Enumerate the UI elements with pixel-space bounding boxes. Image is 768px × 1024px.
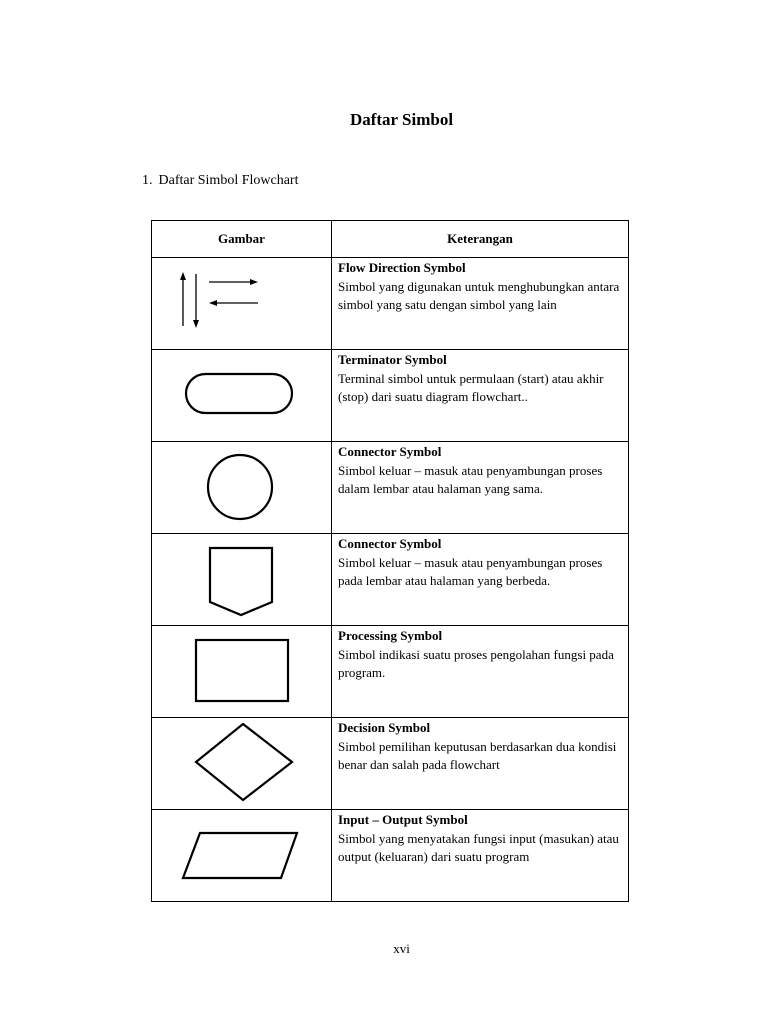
- terminator-capsule-icon: [152, 350, 332, 440]
- symbol-text: Simbol indikasi suatu proses pengolahan fungsi pada program.: [338, 646, 614, 680]
- symbol-text: Simbol yang digunakan untuk menghubungkan antara simbol yang satu dengan simbol yang lain: [338, 278, 620, 312]
- symbol-description-cell: [332, 718, 629, 810]
- symbol-name: Decision Symbol: [338, 720, 431, 735]
- table-header-row: [152, 221, 629, 258]
- header-picture: Gambar: [152, 221, 332, 258]
- symbol-description-cell: [332, 810, 629, 902]
- symbol-name: Connector Symbol: [338, 536, 442, 551]
- table-row: [152, 718, 629, 810]
- decision-diamond-icon: [152, 718, 332, 808]
- page-title: Daftar Simbol: [349, 110, 454, 129]
- symbol-picture-cell: [152, 442, 332, 534]
- symbol-picture-cell: [152, 810, 332, 902]
- symbol-description-cell: [332, 350, 629, 442]
- header-description: Keterangan: [332, 221, 629, 258]
- symbol-text: Simbol yang menyatakan fungsi input (masukan) atau output (keluaran) dari suatu program: [338, 830, 619, 864]
- page-number: xvi: [393, 941, 410, 956]
- section-number: 1.: [142, 173, 153, 188]
- symbol-description-cell: [332, 626, 629, 718]
- symbol-description-cell: [332, 442, 629, 534]
- flow-direction-arrows-icon: [152, 258, 332, 348]
- symbol-name: Terminator Symbol: [338, 352, 447, 367]
- symbol-name: Processing Symbol: [338, 628, 443, 643]
- symbol-picture-cell: [152, 626, 332, 718]
- table-row: [152, 534, 629, 626]
- section-title: Daftar Simbol Flowchart: [158, 173, 299, 188]
- symbol-text: Terminal simbol untuk permulaan (start) atau akhir (stop) dari suatu diagram flowchart..: [338, 370, 604, 404]
- symbol-text: Simbol keluar – masuk atau penyambungan proses pada lembar atau halaman yang berbeda.: [338, 554, 603, 588]
- symbol-description-cell: [332, 258, 629, 350]
- table-row: [152, 258, 629, 350]
- symbol-text: Simbol pemilihan keputusan berdasarkan dua kondisi benar dan salah pada flowchart: [338, 738, 617, 772]
- section-heading: [142, 173, 298, 189]
- offpage-connector-pentagon-icon: [152, 534, 332, 624]
- symbol-picture-cell: [152, 350, 332, 442]
- symbol-table: [151, 220, 629, 902]
- connector-circle-icon: [152, 442, 332, 532]
- table-row: [152, 626, 629, 718]
- table-row: [152, 810, 629, 902]
- symbol-picture-cell: [152, 718, 332, 810]
- table-row: [152, 442, 629, 534]
- symbol-description-cell: [332, 534, 629, 626]
- input-output-parallelogram-icon: [152, 810, 332, 900]
- processing-rectangle-icon: [152, 626, 332, 716]
- table-row: [152, 350, 629, 442]
- symbol-picture-cell: [152, 258, 332, 350]
- symbol-name: Input – Output Symbol: [338, 812, 468, 827]
- symbol-text: Simbol keluar – masuk atau penyambungan proses dalam lembar atau halaman yang sama.: [338, 462, 603, 496]
- symbol-name: Flow Direction Symbol: [338, 260, 466, 275]
- symbol-picture-cell: [152, 534, 332, 626]
- symbol-name: Connector Symbol: [338, 444, 442, 459]
